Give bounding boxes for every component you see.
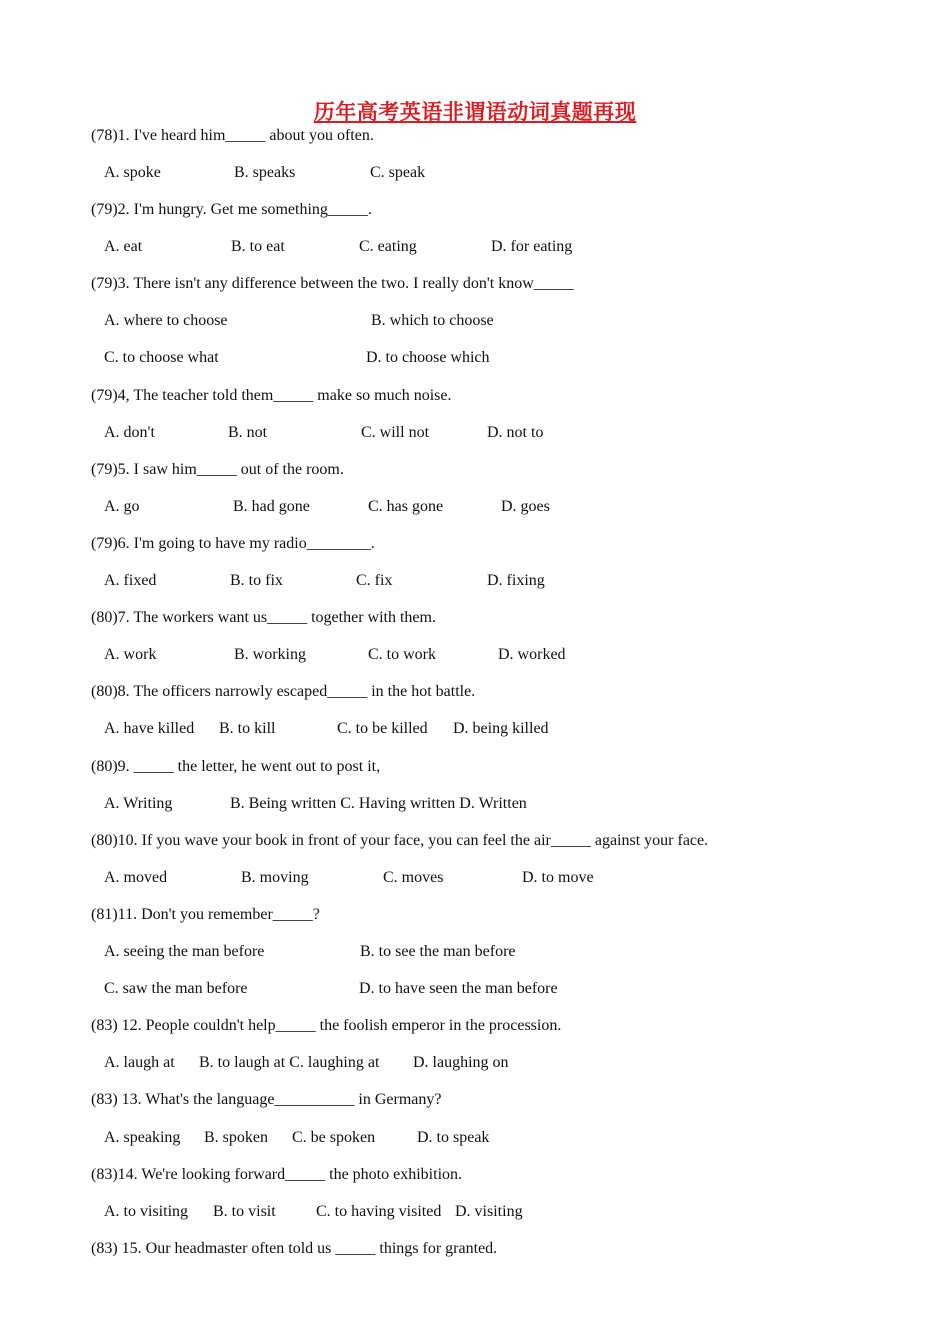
option: B. which to choose	[371, 312, 494, 329]
options-row	[0, 421, 950, 445]
question-stem	[0, 903, 950, 927]
option: C. has gone	[368, 498, 444, 515]
question-stem	[0, 755, 950, 779]
option: B. to kill	[219, 720, 276, 737]
options-row	[0, 495, 950, 519]
option: C. saw the man before	[104, 980, 248, 997]
option: D. not to	[487, 424, 544, 441]
question-text: (80)10. If you wave your book in front of your face, you can feel the air_____ against your face.	[91, 832, 709, 849]
option: D. visiting	[455, 1203, 523, 1220]
question-stem	[0, 532, 950, 556]
option: B. Being written C. Having written D. Written	[230, 795, 527, 812]
question-stem	[0, 1088, 950, 1112]
option: C. to choose what	[104, 349, 219, 366]
option: C. moves	[383, 869, 444, 886]
option: B. to fix	[230, 572, 283, 589]
options-row	[0, 569, 950, 593]
option: B. to laugh at C. laughing at	[199, 1054, 380, 1071]
option: D. to choose which	[366, 349, 490, 366]
option: D. for eating	[491, 238, 573, 255]
option: C. eating	[359, 238, 417, 255]
option: B. moving	[241, 869, 309, 886]
option: C. be spoken	[292, 1129, 376, 1146]
options-row	[0, 643, 950, 667]
option: C. fix	[356, 572, 393, 589]
option: C. speak	[370, 164, 426, 181]
option: A. have killed	[104, 720, 195, 737]
question-text: (79)5. I saw him_____ out of the room.	[91, 461, 344, 478]
question-stem	[0, 1014, 950, 1038]
option: C. to having visited	[316, 1203, 442, 1220]
option: A. spoke	[104, 164, 161, 181]
question-text: (80)9. _____ the letter, he went out to post it,	[91, 758, 381, 775]
option: A. work	[104, 646, 157, 663]
question-stem	[0, 606, 950, 630]
question-stem	[0, 1237, 950, 1261]
option: A. seeing the man before	[104, 943, 265, 960]
option: A. speaking	[104, 1129, 181, 1146]
options-row	[0, 717, 950, 741]
option: A. laugh at	[104, 1054, 175, 1071]
option: B. working	[234, 646, 306, 663]
option: B. to visit	[213, 1203, 276, 1220]
document-title: 历年高考英语非谓语动词真题再现	[313, 100, 637, 124]
option: D. to speak	[417, 1129, 490, 1146]
options-row	[0, 977, 950, 1001]
question-text: (83) 12. People couldn't help_____ the foolish emperor in the procession.	[91, 1017, 562, 1034]
option: C. will not	[361, 424, 430, 441]
option: B. to see the man before	[360, 943, 516, 960]
question-text: (83) 13. What's the language__________ in Germany?	[91, 1091, 442, 1108]
option: A. fixed	[104, 572, 157, 589]
option: C. to work	[368, 646, 436, 663]
question-text: (79)4, The teacher told them_____ make so much noise.	[91, 387, 452, 404]
question-text: (79)3. There isn't any difference between the two. I really don't know_____	[91, 275, 574, 292]
question-stem	[0, 198, 950, 222]
option: B. speaks	[234, 164, 296, 181]
option: D. worked	[498, 646, 566, 663]
options-row	[0, 235, 950, 259]
question-text: (83) 15. Our headmaster often told us _____ things for granted.	[91, 1240, 498, 1257]
options-row	[0, 1200, 950, 1224]
option: B. had gone	[233, 498, 310, 515]
question-stem	[0, 124, 950, 148]
option: C. to be killed	[337, 720, 428, 737]
question-text: (78)1. I've heard him_____ about you often.	[91, 127, 374, 144]
option: D. to have seen the man before	[359, 980, 558, 997]
question-stem	[0, 1163, 950, 1187]
question-stem	[0, 384, 950, 408]
option: A. where to choose	[104, 312, 228, 329]
option: A. moved	[104, 869, 168, 886]
option: B. to eat	[231, 238, 285, 255]
options-row	[0, 866, 950, 890]
question-stem	[0, 272, 950, 296]
option: B. not	[228, 424, 268, 441]
question-text: (81)11. Don't you remember_____?	[91, 906, 320, 923]
options-row	[0, 792, 950, 816]
options-row	[0, 1126, 950, 1150]
option: B. spoken	[204, 1129, 268, 1146]
question-text: (83)14. We're looking forward_____ the photo exhibition.	[91, 1166, 463, 1183]
question-text: (79)2. I'm hungry. Get me something_____.	[91, 201, 372, 218]
option: D. goes	[501, 498, 550, 515]
question-stem	[0, 458, 950, 482]
option: A. eat	[104, 238, 143, 255]
options-row	[0, 309, 950, 333]
question-text: (80)7. The workers want us_____ together with them.	[91, 609, 436, 626]
options-row	[0, 161, 950, 185]
question-text: (80)8. The officers narrowly escaped_____ in the hot battle.	[91, 683, 476, 700]
option: D. fixing	[487, 572, 545, 589]
option: A. to visiting	[104, 1203, 189, 1220]
option: A. go	[104, 498, 140, 515]
option: D. laughing on	[413, 1054, 509, 1071]
option: D. being killed	[453, 720, 549, 737]
question-stem	[0, 680, 950, 704]
question-stem	[0, 829, 950, 853]
options-row	[0, 940, 950, 964]
options-row	[0, 1051, 950, 1075]
option: A. don't	[104, 424, 155, 441]
options-row	[0, 346, 950, 370]
question-text: (79)6. I'm going to have my radio________.	[91, 535, 375, 552]
option: A. Writing	[104, 795, 173, 812]
option: D. to move	[522, 869, 594, 886]
